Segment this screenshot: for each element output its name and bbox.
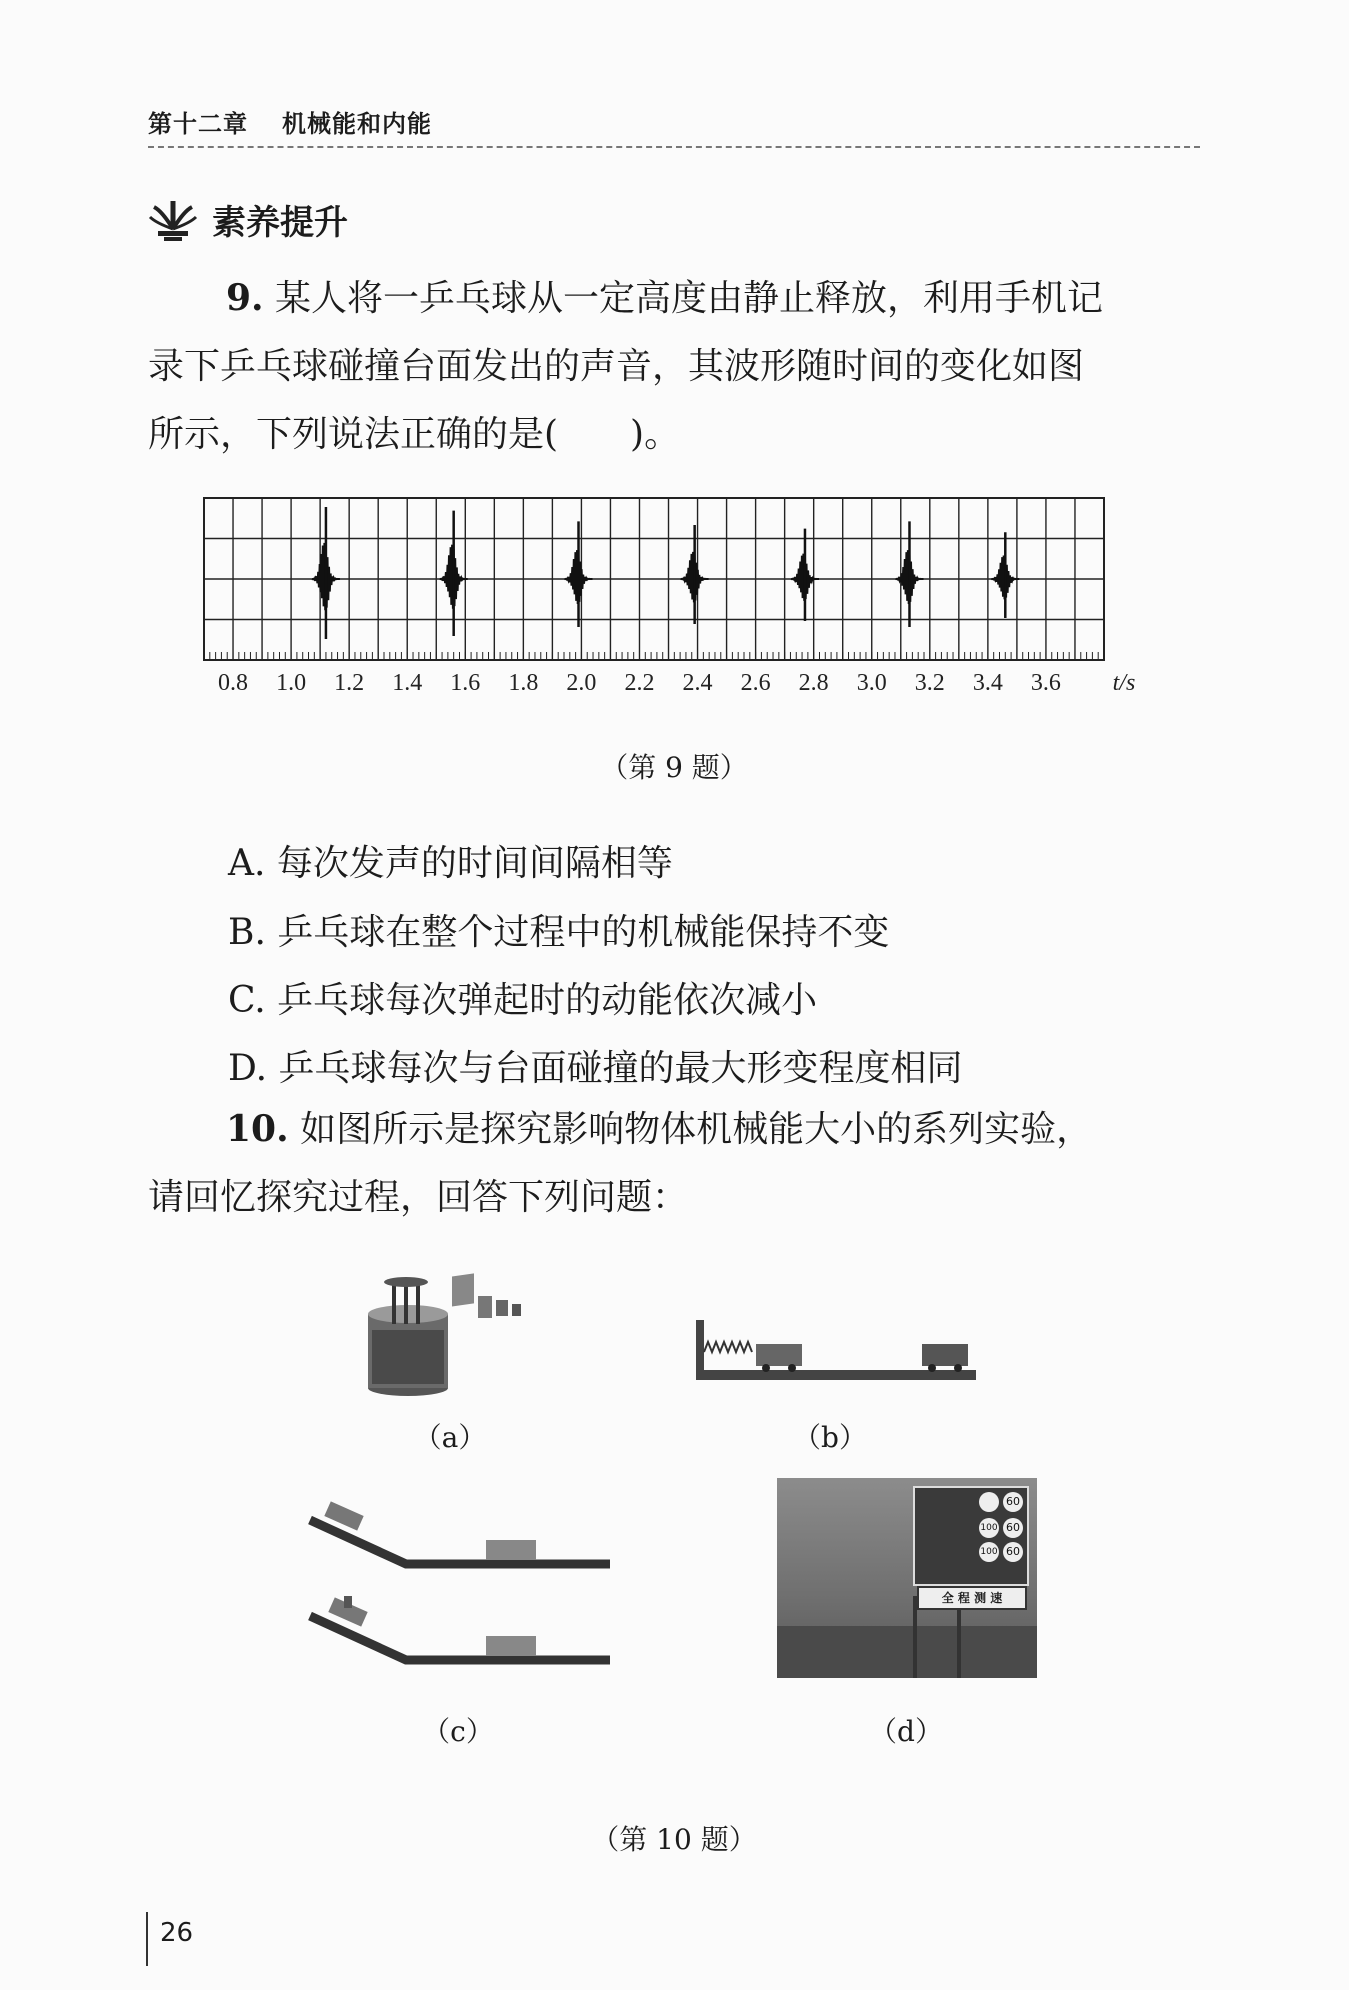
tick-label: 3.6	[1030, 670, 1061, 696]
tick-label: 3.2	[914, 670, 945, 696]
q9-number: 9.	[226, 277, 264, 319]
road	[777, 1626, 1037, 1678]
sign-limit-60-bottom: 60	[1003, 1542, 1023, 1562]
tick-label: 1.8	[508, 670, 539, 696]
figure-a-label: （a）	[413, 1421, 487, 1454]
figure-d-photo	[777, 1478, 1037, 1678]
q9-line1: 某人将一乒乓球从一定高度由静止释放，利用手机记	[275, 278, 1104, 319]
chapter-label: 第十二章	[148, 110, 248, 138]
figure-d-label: （d）	[869, 1715, 943, 1748]
tick-label: 1.2	[334, 670, 365, 696]
figure-c-label: （c）	[422, 1715, 494, 1748]
q9-stem	[148, 264, 1200, 469]
sign-blank-circle	[979, 1492, 999, 1512]
page-number-bar	[146, 1912, 148, 1966]
tick-label: 2.6	[740, 670, 771, 696]
page-header	[148, 104, 466, 139]
q9-line3: 所示，下列说法正确的是( )。	[148, 414, 681, 455]
tick-label: 0.8	[218, 670, 249, 696]
tick-label: 1.6	[450, 670, 481, 696]
q10-line2: 请回忆探究过程，回答下列问题：	[148, 1177, 689, 1218]
page-number: 26	[160, 1918, 194, 1948]
figure-a-drawing	[356, 1270, 546, 1400]
q10-line1: 如图所示是探究影响物体机械能大小的系列实验，	[300, 1109, 1093, 1150]
figure-b-label: （b）	[793, 1421, 867, 1454]
sign-banner: 全 程 测 速	[917, 1586, 1027, 1610]
tick-label: 2.4	[682, 670, 713, 696]
q9-figure-caption: （第 9 题）	[600, 751, 748, 784]
tick-label: 3.4	[972, 670, 1003, 696]
sign-limit-60-top: 60	[1003, 1492, 1023, 1512]
tick-label: 1.4	[392, 670, 423, 696]
sign-limit-100-mid: 100	[979, 1518, 999, 1538]
header-rule	[148, 146, 1200, 148]
sign-limit-100-bottom: 100	[979, 1542, 999, 1562]
tick-label: 2.0	[566, 670, 597, 696]
q10-figure-caption: （第 10 题）	[591, 1823, 757, 1856]
speed-limit-sign	[913, 1486, 1029, 1586]
tick-label: 3.0	[856, 670, 887, 696]
q9-line2: 录下乒乓球碰撞台面发出的声音，其波形随时间的变化如图	[148, 346, 1085, 387]
section-heading	[148, 195, 348, 244]
waveform-chart	[196, 496, 1156, 721]
chapter-title: 机械能和内能	[282, 110, 432, 138]
tick-label: 2.8	[798, 670, 829, 696]
tick-label: 1.0	[276, 670, 307, 696]
q9-option-c: C. 乒乓球每次弹起时的动能依次减小	[228, 980, 818, 1021]
q9-option-b: B. 乒乓球在整个过程中的机械能保持不变	[228, 912, 890, 953]
q10-number: 10.	[226, 1108, 289, 1150]
sign-limit-60-mid: 60	[1003, 1518, 1023, 1538]
crown-icon	[148, 197, 198, 243]
q9-option-d: D. 乒乓球每次与台面碰撞的最大形变程度相同	[228, 1048, 963, 1089]
axis-label: t/s	[1112, 670, 1136, 696]
tick-label: 2.2	[624, 670, 655, 696]
q9-option-a: A. 每次发声的时间间隔相等	[228, 843, 673, 884]
figure-c-drawing	[306, 1500, 612, 1680]
figure-b-drawing	[694, 1318, 984, 1384]
chart-ticks	[218, 670, 1135, 696]
section-title: 素养提升	[212, 203, 348, 243]
q10-stem	[148, 1095, 1200, 1232]
